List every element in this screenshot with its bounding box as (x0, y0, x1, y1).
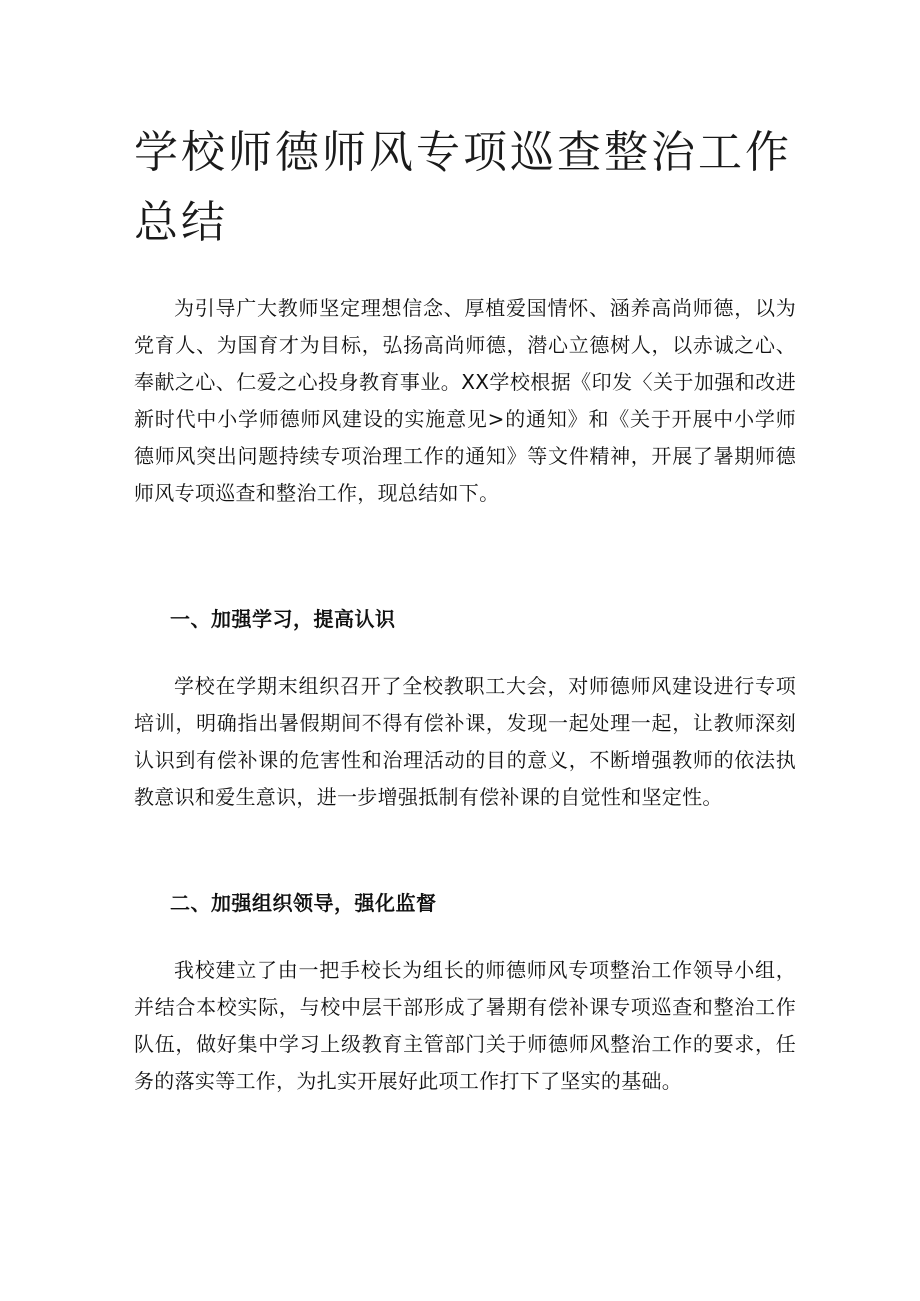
document-title: 学校师德师风专项巡查整治工作总结 (134, 127, 792, 248)
intro-paragraph: 为引导广大教师坚定理想信念、厚植爱国情怀、涵养高尚师德，以为党育人、为国育才为目标，弘扬高尚师德，潜心立德树人，以赤诚之心、奉献之心、仁爱之心投身教育事业。XX学校根据《印发〈关于加强和改进新时代中小学师德师风建设的实施意见>的通知》和《关于开展中小学师德师风突出问题持续专项治理工作的通知》等文件精神，开展了暑期师德师风专项巡查和整治工作，现总结如下。 (134, 296, 796, 505)
section-2-paragraph: 我校建立了由一把手校长为组长的师德师风专项整治工作领导小组，并结合本校实际，与校中层干部形成了暑期有偿补课专项巡查和整治工作队伍，做好集中学习上级教育主管部门关于师德师风整治工作的要求，任务的落实等工作，为扎实开展好此项工作打下了坚实的基础。 (134, 958, 796, 1093)
section-1-paragraph: 学校在学期末组织召开了全校教职工大会，对师德师风建设进行专项培训，明确指出暑假期间不得有偿补课，发现一起处理一起，让教师深刻认识到有偿补课的危害性和治理活动的目的意义，不断增强教师的依法执教意识和爱生意识，进一步增强抵制有偿补课的自觉性和坚定性。 (134, 674, 796, 809)
section-1-heading: 一、加强学习，提高认识 (170, 607, 396, 631)
section-2-heading: 二、加强组织领导，强化监督 (170, 891, 437, 915)
